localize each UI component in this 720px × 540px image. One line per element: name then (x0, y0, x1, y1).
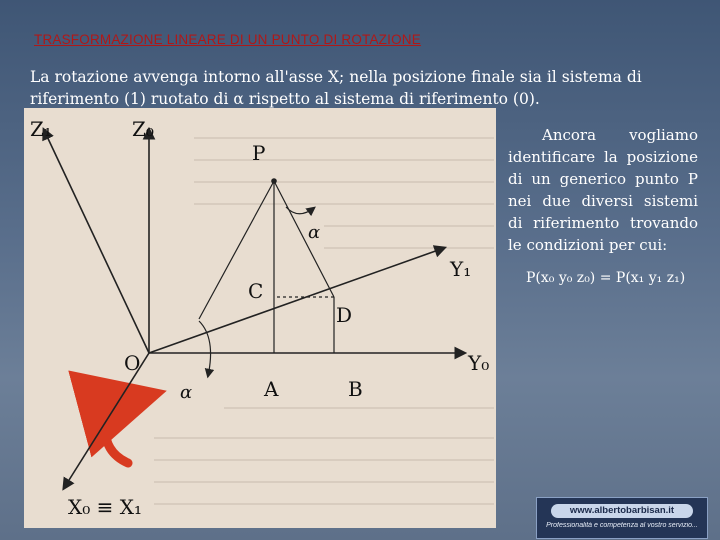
label-b: B (348, 377, 363, 401)
site-logo[interactable] (536, 497, 708, 539)
intro-text: La rotazione avvenga intorno all'asse X; nella posizione finale sia il sistema di riferimento (1) ruotato di α rispetto al sistema di riferimento (0). (30, 68, 642, 108)
label-y0: Y₀ (468, 351, 490, 375)
label-p: P (252, 141, 266, 165)
y1-axis (149, 248, 444, 353)
point-p (271, 178, 277, 184)
label-alpha-bottom: α (180, 382, 193, 403)
slide-title: TRASFORMAZIONE LINEARE DI UN PUNTO DI ROTAZIONE (34, 32, 421, 47)
alpha-arc-bottom (199, 321, 211, 376)
side-text: Ancora vogliamo identificare la posizione di un generico punto P nei due diversi sistemi di riferimento trovando le condizioni per cui: (508, 126, 698, 254)
label-o: O (124, 351, 141, 375)
rotation-diagram (24, 108, 496, 528)
label-y1: Y₁ (450, 257, 472, 281)
label-z1: Z₁ (30, 117, 52, 141)
label-d: D (336, 303, 353, 327)
logo-url[interactable]: www.albertobarbisan.it (551, 504, 693, 518)
z1-axis (44, 130, 149, 353)
label-a: A (264, 377, 279, 401)
rotation-arrow (106, 400, 132, 463)
background-scan-lines (154, 138, 494, 504)
diagram-svg (24, 108, 496, 528)
label-c: C (248, 279, 264, 303)
logo-tagline: Professionalità e competenza al vostro servizio... (546, 522, 698, 529)
label-x-axes: X₀ ≡ X₁ (68, 495, 142, 519)
label-z0: Z₀ (132, 117, 154, 141)
formula: P(x₀ y₀ z₀) = P(x₁ y₁ z₁) (526, 270, 686, 286)
label-alpha-top: α (308, 222, 321, 243)
